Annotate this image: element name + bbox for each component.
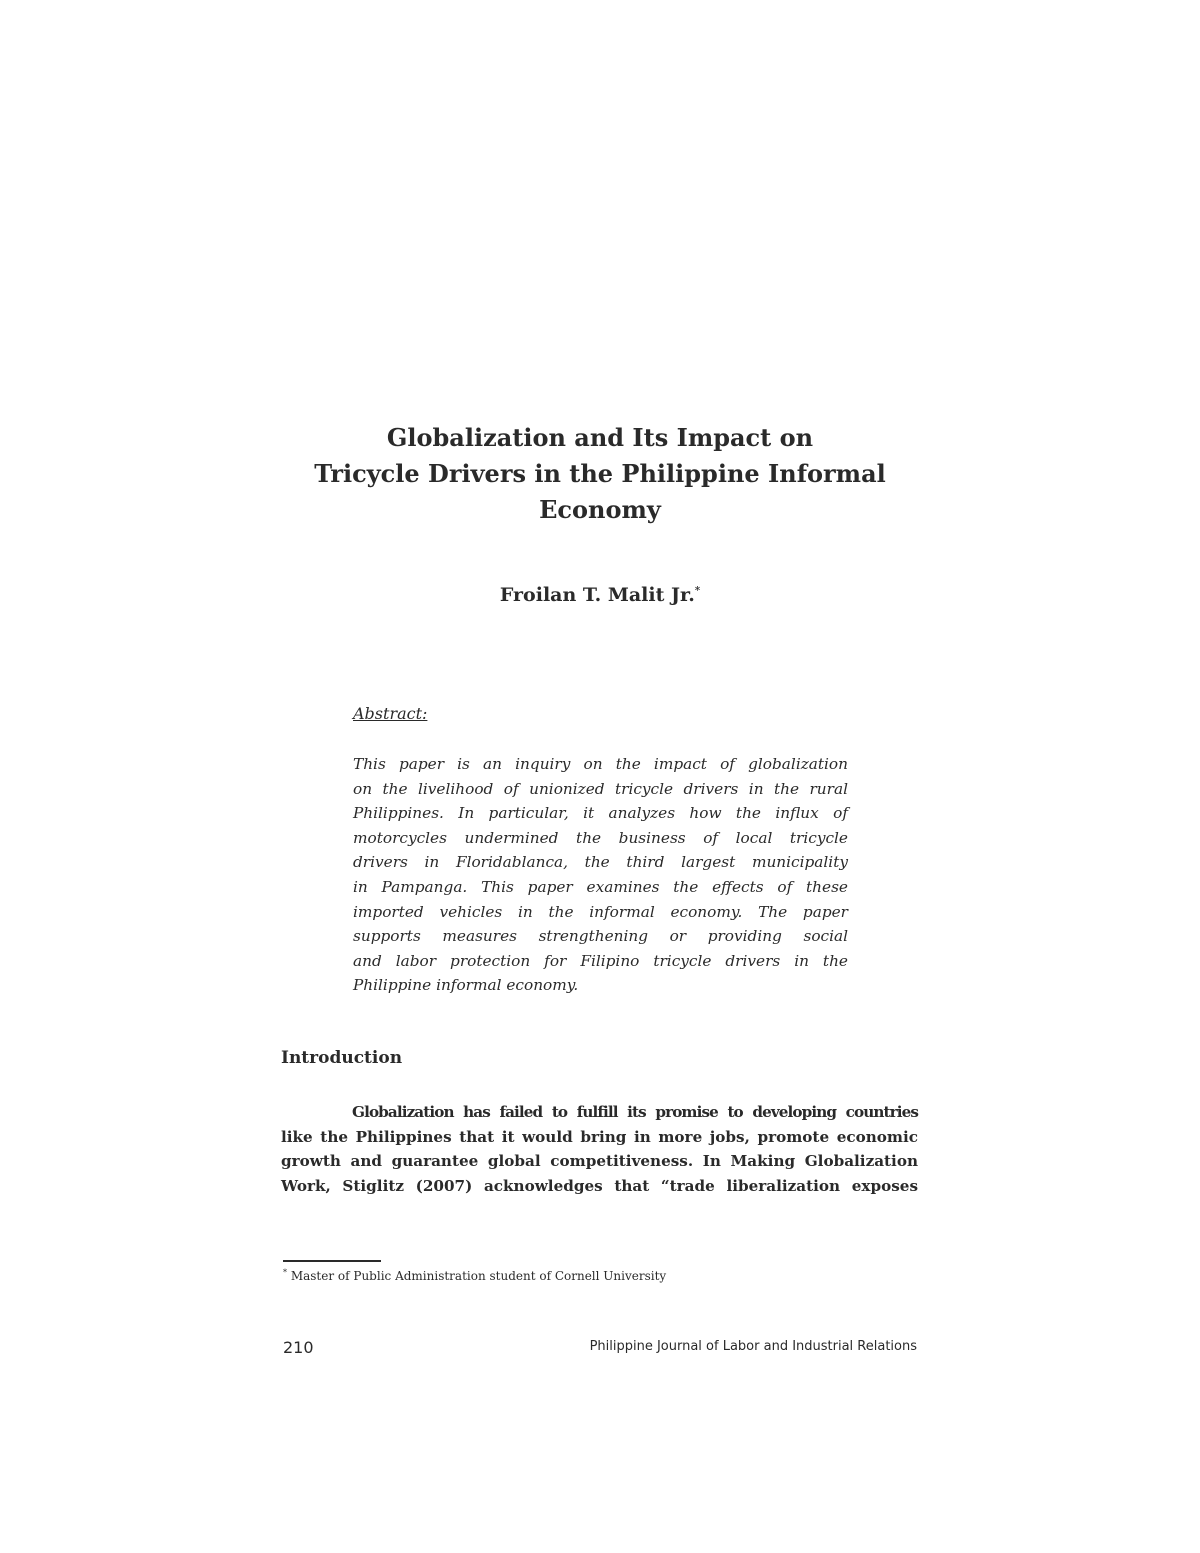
section-heading-introduction: Introduction [281, 1048, 403, 1068]
title-line: Economy [539, 495, 661, 524]
introduction-body [281, 1100, 918, 1198]
abstract-heading: Abstract: [353, 704, 428, 723]
introduction-line: Work, Stiglitz (2007) acknowledges that “trade liberalization exposes [281, 1176, 918, 1195]
author-name: Froilan T. Malit Jr. [499, 584, 695, 606]
footnote-text: Master of Public Administration student of Cornell University [287, 1269, 667, 1283]
title-line: Tricycle Drivers in the Philippine Informal [314, 459, 886, 488]
title-line: Globalization and Its Impact on [386, 423, 814, 452]
abstract-line: and labor protection for Filipino tricycle drivers in the [353, 951, 848, 970]
abstract-line: motorcycles undermined the business of local tricycle [353, 828, 848, 847]
introduction-line: growth and guarantee global competitiveness. In Making Globalization [281, 1152, 918, 1170]
journal-name: Philippine Journal of Labor and Industrial Relations [589, 1339, 917, 1354]
abstract-line: Philippine informal economy. [353, 976, 579, 995]
abstract-line: supports measures strengthening or providing social [353, 927, 848, 946]
abstract-line: Philippines. In particular, it analyzes how the influx of [353, 804, 848, 823]
abstract-line: on the livelihood of unionized tricycle drivers in the rural [353, 779, 848, 798]
abstract-body [353, 752, 848, 998]
abstract-line: drivers in Floridablanca, the third largest municipality [353, 853, 848, 872]
abstract-line: in Pampanga. This paper examines the effects of these [353, 877, 848, 896]
author-footnote-mark: * [694, 585, 701, 597]
author-line [280, 584, 920, 606]
abstract-line: imported vehicles in the informal economy. The paper [353, 902, 848, 921]
footnote-mark: * [283, 1268, 287, 1277]
abstract-line: This paper is an inquiry on the impact of globalization [353, 755, 848, 773]
footnote-divider [283, 1260, 381, 1262]
introduction-line: Globalization has failed to fulfill its promise to developing countries [352, 1103, 918, 1121]
footnote [283, 1268, 666, 1283]
introduction-line: like the Philippines that it would bring in more jobs, promote economic [281, 1127, 918, 1146]
paper-title [280, 420, 920, 528]
page-number: 210 [283, 1338, 314, 1357]
